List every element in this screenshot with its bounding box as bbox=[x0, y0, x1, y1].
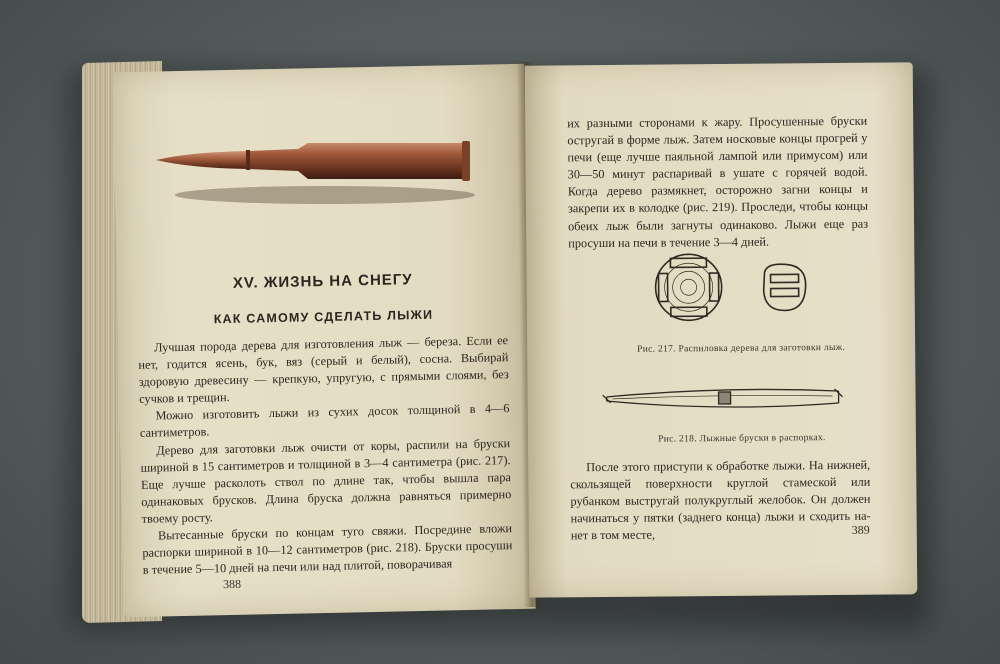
paragraph: Лучшая порода дерева для изготовления лыж — береза. Если ее нет, годится ясень, бук, вяз (серый и белый), сосна. Выбирай здоровую древесину — крепкую, упругую, с прямыми слоями, без сучков и трещин. bbox=[138, 333, 509, 407]
log-cross-section-figure bbox=[646, 248, 817, 329]
figure-217-caption: Рис. 217. Распиловка дерева для заготовки лыж. bbox=[637, 342, 846, 355]
left-page-text bbox=[138, 332, 513, 579]
right-page-text-top bbox=[567, 113, 868, 252]
page-number-left: 388 bbox=[222, 576, 242, 592]
paragraph: После этого приступи к обработке лыжи. На нижней, скользящей поверхности круглой стамеской или рубанком выстругай полукруглый желобок. Он должен начинаться у пятки (заднего конца) лыжи и сходить на-нет в том месте, bbox=[570, 457, 871, 543]
paragraph: Вытесанные бруски по концам туго свяжи. Посредине вложи распорки шириной в 10—12 сантиметров (рис. 218). Бруски просуши в течение 5—10 дней на печи или над плитой, поворачивая bbox=[142, 521, 513, 578]
paragraph: Дерево для заготовки лыж очисти от коры, распили на бруски шириной в 15 сантиметров и толщиной в 3—4 сантиметра (рис. 217). Еще лучше расколоть ствол по длине так, чтобы вышла пара одинаковых брусков. Длина бруска должна равняться примерно твоему росту. bbox=[140, 435, 512, 526]
paragraph: Можно изготовить лыжи из сухих досок толщиной в 4—6 сантиметров. bbox=[139, 401, 510, 441]
chapter-title: XV. ЖИЗНЬ НА СНЕГУ bbox=[232, 271, 413, 292]
paragraph: их разными сторонами к жару. Просушенные бруски остругай в форме лыж. Затем носковые концы прогрей у печи (еще лучше паяльной лампой или примусом) или 30—50 минут распаривай в ушате с горячей водой. Когда дерево размякнет, осторожно загни концы и закрепи их в колодке (рис. 219). Проследи, чтобы концы обеих лыж были загнуты одинаково. Лыжи еще раз просуши на печи в течение 3—4 дней. bbox=[567, 113, 869, 250]
right-page bbox=[525, 62, 918, 597]
section-title: КАК САМОМУ СДЕЛАТЬ ЛЫЖИ bbox=[213, 307, 434, 327]
ski-blanks-figure bbox=[602, 381, 842, 417]
page-number-right: 389 bbox=[851, 522, 870, 537]
rifle-cartridge-image bbox=[150, 140, 480, 210]
figure-218-caption: Рис. 218. Лыжные бруски в распорках. bbox=[658, 433, 826, 445]
right-page-text-bottom bbox=[570, 457, 871, 545]
